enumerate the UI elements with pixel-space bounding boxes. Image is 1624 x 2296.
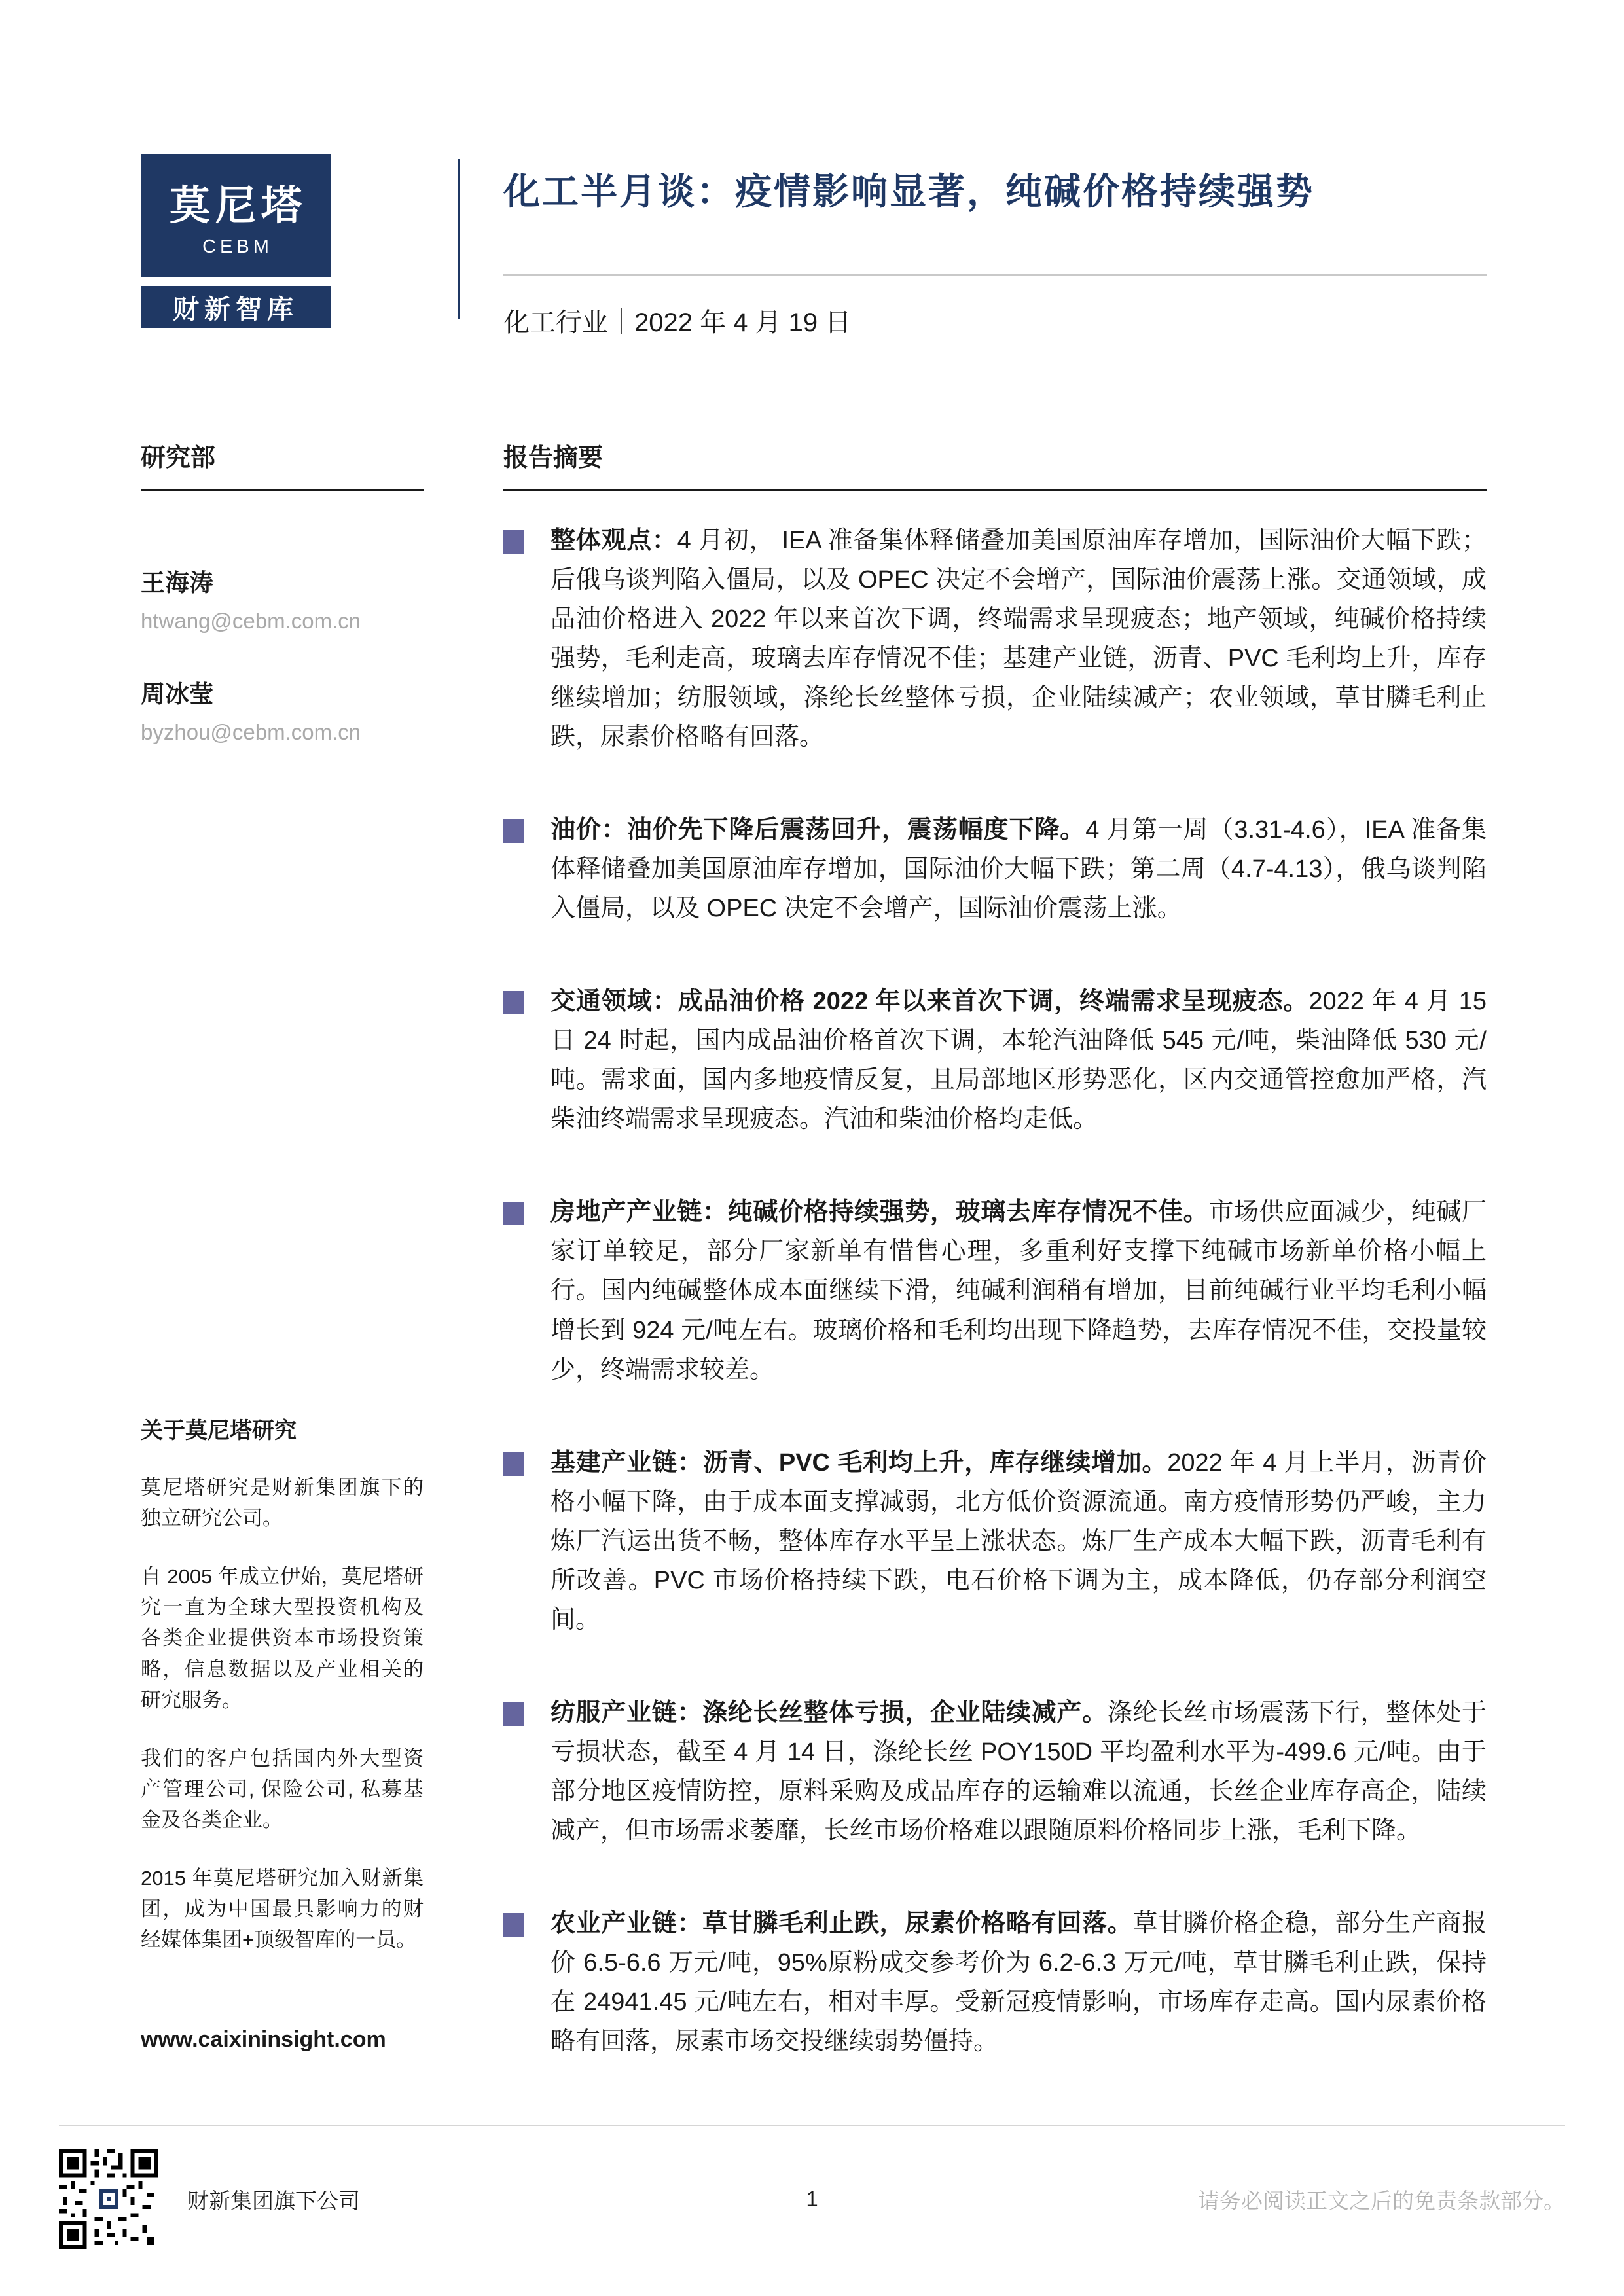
analyst-email: htwang@cebm.com.cn (141, 609, 361, 633)
summary-bullet-list (503, 521, 1487, 2086)
bullet-paragraph (550, 810, 1487, 928)
footer-company-label: 财新集团旗下公司 (187, 2188, 360, 2213)
bullet-paragraph (550, 521, 1487, 757)
summary-bullet (503, 1193, 1487, 1414)
summary-bullet (503, 1443, 1487, 1664)
report-title: 化工半月谈：疫情影响显著，纯碱价格持续强势 (503, 171, 1314, 212)
report-body (141, 437, 1487, 2115)
logo-column (141, 154, 458, 328)
bullet-lead: 纺服产业链：涤纶长丝整体亏损，企业陆续减产。 (550, 1698, 1108, 1727)
bullet-square-icon (503, 991, 524, 1014)
report-subtitle: 化工行业｜2022 年 4 月 19 日 (503, 308, 852, 337)
bullet-paragraph (550, 1904, 1487, 2061)
bullet-lead: 房地产产业链：纯碱价格持续强势，玻璃去库存情况不佳。 (550, 1198, 1209, 1227)
bullet-lead: 基建产业链：沥青、PVC 毛利均上升，库存继续增加。 (550, 1448, 1168, 1477)
logo-english-name: CEBM (202, 236, 273, 257)
cebm-logo (141, 154, 331, 277)
sidebar (141, 437, 424, 2053)
logo-chinese-name: 莫尼塔 (169, 183, 307, 228)
title-divider-line (503, 274, 1487, 276)
caixin-insight-logo: 财新智库 (141, 286, 331, 328)
bullet-lead: 农业产业链：草甘膦毛利止跌，尿素价格略有回落。 (550, 1909, 1133, 1937)
sidebar-section-title: 研究部 (141, 437, 424, 491)
bullet-body: 市场供应面减少，纯碱厂家订单较足，部分厂家新单有惜售心理，多重利好支撑下纯碱市场新单价格小幅上行。国内纯碱整体成本面继续下滑，纯碱利润稍有增加，目前纯碱行业平均毛利小幅增长到 924 元/吨左右。玻璃价格和毛利均出现下降趋势，去库存情况不佳，交投量较少，终端需求较差。 (550, 1198, 1487, 1384)
summary-bullet (503, 521, 1487, 781)
bullet-square-icon (503, 1702, 524, 1726)
bullet-paragraph (550, 982, 1487, 1139)
website-url: www.caixininsight.com (141, 2027, 386, 2053)
summary-bullet (503, 982, 1487, 1164)
about-paragraph: 我们的客户包括国内外大型资产管理公司, 保险公司, 私募基金及各类企业。 (141, 1746, 424, 1831)
bullet-lead: 交通领域：成品油价格 2022 年以来首次下调，终端需求呈现疲态。 (550, 988, 1309, 1016)
analyst-name: 王海涛 (141, 569, 213, 596)
bullet-paragraph (550, 1443, 1487, 1640)
summary-bullet (503, 1693, 1487, 1875)
bullet-paragraph (550, 1693, 1487, 1850)
page-footer (0, 2125, 1624, 2296)
report-summary (503, 437, 1487, 2115)
summary-bullet (503, 810, 1487, 953)
bullet-body: 草甘膦价格企稳，部分生产商报价 6.5-6.6 万元/吨，95%原粉成交参考价为 6.2-6.3 万元/吨，草甘膦毛利止跌，保持在 24941.45 元/吨左右，相对丰厚。受新冠疫情影响，市场库存走高。国内尿素价格略有回落，尿素市场交投继续弱势僵持。 (550, 1909, 1487, 2055)
bullet-square-icon (503, 1452, 524, 1476)
analyst-name: 周冰莹 (141, 681, 213, 708)
report-header (141, 154, 1487, 339)
bullet-paragraph (550, 1193, 1487, 1389)
about-paragraph: 自 2005 年成立伊始，莫尼塔研究一直为全球大型投资机构及各类企业提供资本市场投资策略，信息数据以及产业相关的研究服务。 (141, 1565, 424, 1712)
summary-bullet (503, 1904, 1487, 2086)
bullet-body: 4 月第一周（3.31-4.6），IEA 准备集体释储叠加美国原油库存增加，国际油价大幅下跌；第二周（4.7-4.13），俄乌谈判陷入僵局，以及 OPEC 决定不会增产，国际油价震荡上涨。 (550, 816, 1487, 923)
footer-disclaimer: 请务必阅读正文之后的免责条款部分。 (1198, 2188, 1565, 2213)
title-column (460, 154, 1487, 339)
analyst-entry (141, 674, 424, 745)
bullet-body: 2022 年 4 月 15 日 24 时起，国内成品油价格首次下调，本轮汽油降低 545 元/吨，柴油降低 530 元/吨。需求面，国内多地疫情反复，且局部地区形势恶化，区内交通管控愈加严格，汽柴油终端需求呈现疲态。汽油和柴油价格均走低。 (550, 988, 1487, 1134)
bullet-lead: 整体观点： (550, 527, 677, 554)
qr-code-icon (59, 2149, 158, 2249)
about-paragraph: 莫尼塔研究是财新集团旗下的独立研究公司。 (141, 1476, 424, 1530)
summary-section-title: 报告摘要 (503, 437, 1487, 491)
bullet-square-icon (503, 1913, 524, 1937)
bullet-square-icon (503, 1202, 524, 1225)
footer-divider-line (59, 2125, 1565, 2126)
bullet-square-icon (503, 530, 524, 554)
about-paragraph: 2015 年莫尼塔研究加入财新集团，成为中国最具影响力的财经媒体集团+顶级智库的一员。 (141, 1867, 424, 1952)
bullet-body: 涤纶长丝市场震荡下行，整体处于亏损状态，截至 4 月 14 日，涤纶长丝 POY150D 平均盈利水平为-499.6 元/吨。由于部分地区疫情防控，原料采购及成品库存的运输难以流通，长丝企业库存高企，陆续减产，但市场需求萎靡，长丝市场价格难以跟随原料价格同步上涨，毛利下降。 (550, 1698, 1487, 1844)
footer-row (59, 2149, 1565, 2249)
analyst-entry (141, 563, 424, 634)
bullet-body: 4 月初， IEA 准备集体释储叠加美国原油库存增加，国际油价大幅下跌；后俄乌谈判陷入僵局，以及 OPEC 决定不会增产，国际油价震荡上涨。交通领域，成品油价格进入 2022 年以来首次下调，终端需求呈现疲态；地产领域，纯碱价格持续强势，毛利走高，玻璃去库存情况不佳；基建产业链，沥青、PVC 毛利均上升，库存继续增加；纺服领域，涤纶长丝整体亏损，企业陆续减产；农业领域，草甘膦毛利止跌，尿素价格略有回落。 (550, 527, 1487, 751)
page-number: 1 (806, 2187, 818, 2211)
about-section-title: 关于莫尼塔研究 (141, 1418, 297, 1443)
bullet-square-icon (503, 819, 524, 843)
bullet-body: 2022 年 4 月上半月，沥青价格小幅下降，由于成本面支撑减弱，北方低价资源流通。南方疫情形势仍严峻，主力炼厂汽运出货不畅，整体库存水平呈上涨状态。炼厂生产成本大幅下跌，沥青毛利有所改善。PVC 市场价格持续下跌，电石价格下调为主，成本降低，仍存部分利润空间。 (550, 1448, 1487, 1634)
analyst-email: byzhou@cebm.com.cn (141, 720, 361, 744)
bullet-lead: 油价：油价先下降后震荡回升，震荡幅度下降。 (550, 816, 1086, 844)
